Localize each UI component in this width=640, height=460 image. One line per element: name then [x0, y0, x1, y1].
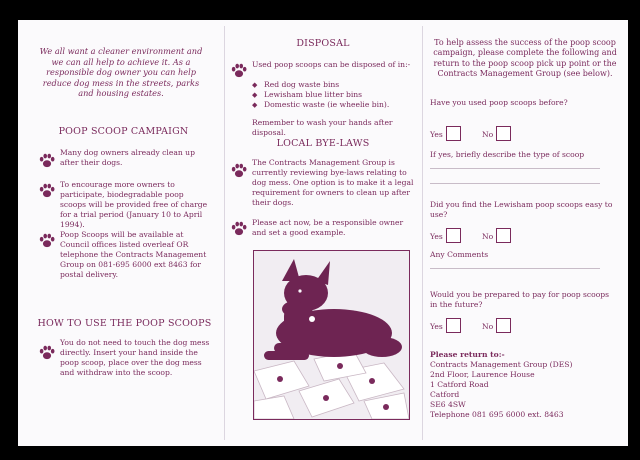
address-line: SE6 4SW [430, 400, 466, 409]
paw-print-icon [38, 182, 56, 200]
dog-on-scoops-illustration [254, 251, 409, 419]
return-heading: Please return to:- [430, 350, 505, 359]
address-line: Contracts Management Group (DES) [430, 360, 573, 369]
q1-no-checkbox[interactable] [496, 126, 511, 141]
paw-print-icon [230, 220, 248, 238]
list-item: ◆ Domestic waste (ie wheelie bin). [252, 100, 389, 110]
campaign-heading: POOP SCOOP CAMPAIGN [58, 126, 189, 137]
disposal-bin-list [252, 80, 389, 110]
no-label: No [482, 232, 494, 241]
howto-text: You do not need to touch the dog mess directly. Insert your hand inside the poop scoop, place over the dog mess and withdraw into the scoop. [60, 338, 210, 377]
dog-photo [253, 250, 410, 420]
scoop-type-prompt: If yes, briefly describe the type of scoop [430, 150, 585, 159]
paw-print-icon [230, 162, 248, 180]
paw-print-icon [38, 344, 56, 362]
campaign-item-2: To encourage more owners to participate, biodegradable poop scoops will be provided free of charge for a trial period (January 10 to April 1994). [60, 180, 208, 229]
leaflet-sheet [18, 20, 628, 446]
question-used-before: Have you used poop scoops before? [430, 98, 568, 107]
byelaws-heading: LOCAL BYE-LAWS [276, 138, 370, 149]
yes-label: Yes [430, 232, 443, 241]
campaign-item-3: Poop Scoops will be available at Council offices listed overleaf OR telephone the Contracts Management Group on 081-695 6000 ext 8463 for postal delivery. [60, 230, 207, 279]
survey-intro: To help assess the success of the poop scoop campaign, please complete the following and return to the poop scoop pick up point or the Contracts Management Group (see below). [433, 38, 617, 79]
q2-yes-checkbox[interactable] [446, 228, 461, 243]
byelaws-text: The Contracts Management Group is currently reviewing bye-laws relating to dog mess. One option is to make it a legal requirement for owners to clean up after their dogs. [252, 158, 414, 207]
wash-hands-note: Remember to wash your hands after disposal. [252, 118, 393, 137]
panel-divider-right [422, 26, 423, 440]
q3-yes-checkbox[interactable] [446, 318, 461, 333]
act-now-text: Please act now, be a responsible owner and set a good example. [252, 218, 404, 237]
campaign-item-1: Many dog owners already clean up after their dogs. [60, 148, 195, 167]
q3-no-checkbox[interactable] [496, 318, 511, 333]
no-label: No [482, 322, 494, 331]
comments-field[interactable] [430, 268, 600, 269]
comments-label: Any Comments [430, 250, 489, 259]
scoop-type-field[interactable] [430, 183, 600, 184]
panel-divider-left [224, 26, 225, 440]
paw-print-icon [38, 152, 56, 170]
disposal-heading: DISPOSAL [296, 38, 350, 49]
scoop-type-field[interactable] [430, 168, 600, 169]
paw-print-icon [38, 232, 56, 250]
question-easy-to-use: Did you find the Lewisham poop scoops easy to use? [430, 200, 613, 219]
q1-yes-checkbox[interactable] [446, 126, 461, 141]
yes-label: Yes [430, 322, 443, 331]
paw-print-icon [230, 62, 248, 80]
no-label: No [482, 130, 494, 139]
intro-text: We all want a cleaner environment and we can all help to achieve it. As a responsible dog owner you can help reduce dog mess in the streets, parks and housing estates. [39, 46, 203, 98]
disposal-intro: Used poop scoops can be disposed of in:- [252, 60, 411, 69]
list-item: ◆ Lewisham blue litter bins [252, 90, 389, 100]
howto-heading: HOW TO USE THE POOP SCOOPS [37, 318, 212, 329]
address-line: Catford [430, 390, 460, 399]
yes-label: Yes [430, 130, 443, 139]
address-line: 1 Catford Road [430, 380, 489, 389]
list-item: ◆ Red dog waste bins [252, 80, 389, 90]
q2-no-checkbox[interactable] [496, 228, 511, 243]
telephone-line: Telephone 081 695 6000 ext. 8463 [430, 410, 564, 419]
question-pay-future: Would you be prepared to pay for poop scoops in the future? [430, 290, 610, 309]
address-line: 2nd Floor, Laurence House [430, 370, 535, 379]
